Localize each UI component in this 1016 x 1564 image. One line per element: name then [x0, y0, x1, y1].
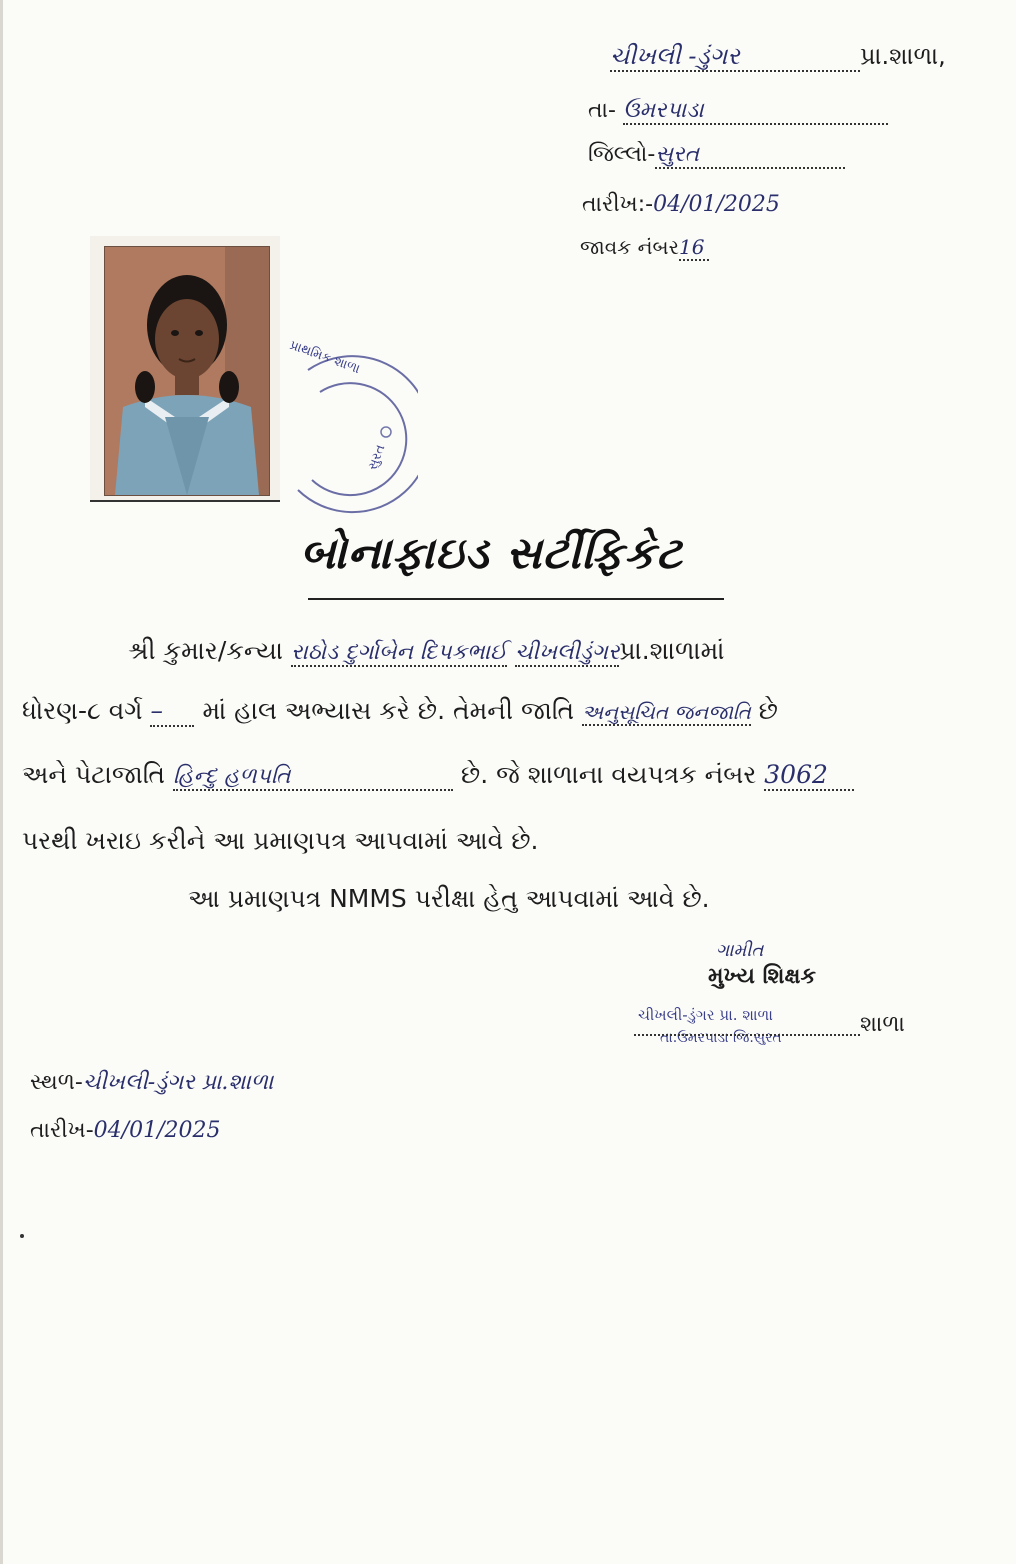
signature-school-stamp: ચીખલી-ડુંગર પ્રા. શાળા — [638, 1006, 773, 1024]
line2-suffix: છે — [758, 696, 778, 725]
body-line-3 — [22, 760, 854, 791]
header-outward — [580, 235, 709, 261]
line1-prefix: શ્રી કુમાર/કન્યા — [128, 636, 284, 665]
district-value: સુરત — [655, 142, 845, 169]
stray-mark — [20, 1234, 24, 1238]
body-line-4: પરથી ખરાઇ કરીને આ પ્રમાણપત્ર આપવામાં આવે છે. — [22, 826, 539, 855]
line3-prefix: અને પેટાજાતિ — [22, 760, 165, 789]
certificate-title: બોનાફાઇડ સર્ટીફિકેટ — [300, 528, 683, 579]
place-label: સ્થળ- — [30, 1070, 83, 1095]
taluka-value: ઉમરપાડા — [623, 98, 888, 125]
date-value: 04/01/2025 — [653, 192, 780, 217]
register-number: 3062 — [764, 760, 854, 791]
body-line-5: આ પ્રમાણપત્ર NMMS પરીક્ષા હેતુ આપવામાં આવે છે. — [188, 884, 710, 913]
footer-date-label: તારીખ- — [30, 1118, 94, 1143]
outward-label: જાવક નંબર — [580, 235, 679, 259]
page-edge — [0, 0, 3, 1564]
header-school — [610, 42, 946, 72]
district-label: જિલ્લો- — [588, 142, 656, 167]
caste: અનુસૂચિત જનજાતિ — [582, 700, 751, 724]
stamp-text-top: પ્રાથમિક શાળા — [287, 337, 362, 378]
subcaste: હિન્દુ હળપતિ — [173, 764, 453, 791]
line3-mid: છે. જે શાળાના વયપત્રક નંબર — [460, 760, 757, 789]
place-value: ચીખલી-ડુંગર પ્રા.શાળા — [82, 1070, 274, 1095]
footer-place — [30, 1070, 273, 1095]
school-round-stamp — [268, 337, 418, 524]
body-line-1 — [128, 636, 724, 667]
headmaster-signature: ગામીત — [716, 940, 764, 961]
line2-prefix: ધોરણ-૮ વર્ગ — [22, 696, 143, 725]
body-line-2 — [22, 696, 778, 727]
line1-suffix: પ્રા.શાળામાં — [619, 636, 725, 665]
header-date — [582, 192, 780, 217]
footer-date — [30, 1118, 220, 1143]
date-label: તારીખ:- — [582, 192, 654, 217]
line1-school: ચીખલીડુંગર — [514, 640, 620, 665]
header-district — [588, 142, 845, 169]
stamp-text-bottom: સુરત — [365, 442, 389, 473]
headmaster-title: મુખ્ય શિક્ષક — [708, 964, 817, 989]
outward-value: 16 — [679, 235, 709, 261]
student-photo-frame — [90, 236, 280, 502]
title-underline — [308, 598, 724, 600]
signature-taluka-stamp: તા.ઉમરપાડા જિ.સુરત — [660, 1030, 782, 1046]
student-photo — [104, 246, 270, 496]
footer-date-value: 04/01/2025 — [93, 1118, 221, 1143]
student-photo-illustration — [105, 247, 269, 495]
line2-mid: માં હાલ અભ્યાસ કરે છે. તેમની જાતિ — [202, 696, 575, 725]
header-school-suffix: પ્રા.શાળા, — [860, 42, 946, 70]
taluka-label: તા- — [588, 98, 616, 123]
header-school-name: ચીખલી -ડુંગર — [610, 42, 860, 72]
division: – — [150, 696, 194, 727]
header-taluka — [588, 98, 888, 125]
student-name: રાઠોડ દુર્ગાબેન દિપકભાઈ — [290, 640, 507, 665]
signature-dotted-line — [634, 1034, 860, 1036]
signature-school-suffix: શાળા — [860, 1012, 905, 1037]
